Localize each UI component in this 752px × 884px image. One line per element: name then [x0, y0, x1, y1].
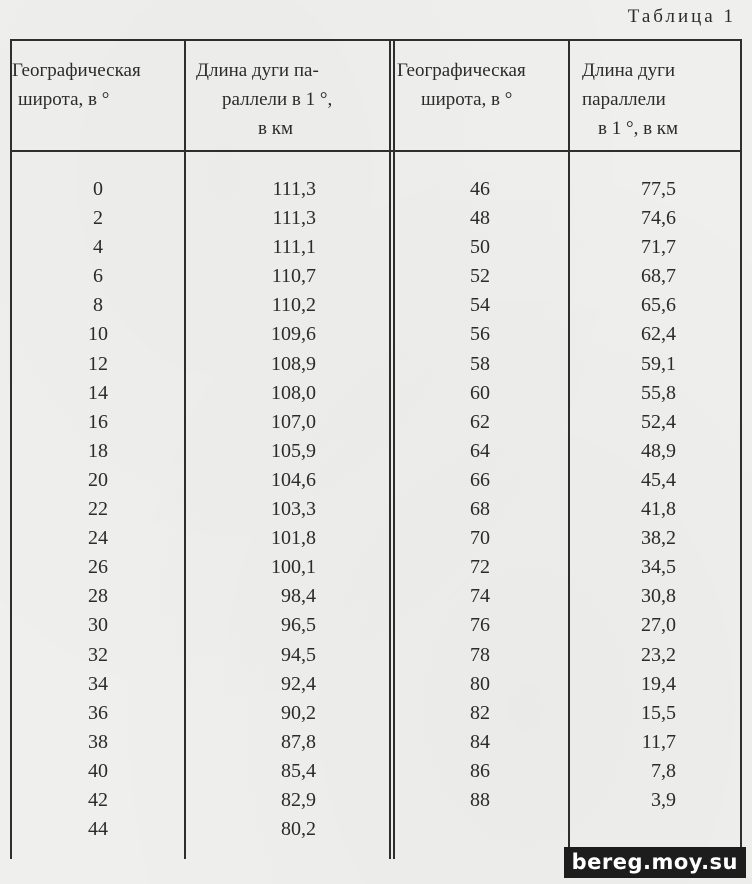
table-cell: 7,8 [651, 759, 676, 782]
table-cell: 111,3 [272, 207, 316, 230]
table-cell: 110,2 [271, 294, 316, 317]
table-cell: 88 [470, 788, 490, 811]
table-cell: 110,7 [271, 265, 316, 288]
table-cell: 8 [93, 294, 103, 317]
table-cell: 64 [470, 439, 490, 462]
table-cell: 54 [470, 294, 490, 317]
table-cell: 111,1 [272, 236, 316, 259]
header-line: широта, в ° [18, 89, 110, 110]
header-line: в 1 °, в км [598, 118, 679, 139]
table-cell: 94,5 [281, 643, 316, 666]
table-cell: 20 [88, 468, 108, 491]
table-cell: 86 [470, 759, 490, 782]
table-cell: 76 [470, 614, 490, 637]
table-cell: 26 [88, 556, 108, 579]
table-cell: 100,1 [271, 556, 316, 579]
table-cell: 87,8 [281, 730, 316, 753]
table-cell: 71,7 [641, 236, 676, 259]
table-right-border [740, 39, 742, 859]
table-cell: 62,4 [641, 323, 676, 346]
header-line: Географическая [397, 60, 526, 81]
table-top-border [10, 39, 742, 41]
header-arc-length-right [582, 56, 738, 143]
table-cell: 18 [88, 439, 108, 462]
latitude-column-right [442, 175, 518, 815]
table-cell: 34,5 [641, 556, 676, 579]
table-cell: 80,2 [281, 818, 316, 841]
table-cell: 66 [470, 468, 490, 491]
table-left-border [10, 39, 12, 859]
table-cell: 82,9 [281, 788, 316, 811]
table-cell: 3,9 [651, 788, 676, 811]
table-cell: 52,4 [641, 410, 676, 433]
table-cell: 30 [88, 614, 108, 637]
table-cell: 103,3 [271, 498, 316, 521]
table-cell: 52 [470, 265, 490, 288]
table-cell: 90,2 [281, 701, 316, 724]
table-cell: 104,6 [271, 468, 316, 491]
table-cell: 16 [88, 410, 108, 433]
table-cell: 78 [470, 643, 490, 666]
column-divider-2b [393, 39, 395, 859]
header-arc-length-left [196, 56, 386, 143]
table-cell: 10 [88, 323, 108, 346]
table-cell: 84 [470, 730, 490, 753]
table-cell: 28 [88, 585, 108, 608]
table-cell: 23,2 [641, 643, 676, 666]
table-caption: Таблица 1 [627, 6, 736, 27]
table-cell: 38,2 [641, 527, 676, 550]
table-cell: 72 [470, 556, 490, 579]
table-cell: 59,1 [641, 352, 676, 375]
table-cell: 96,5 [281, 614, 316, 637]
table-cell: 85,4 [281, 759, 316, 782]
table-cell: 109,6 [271, 323, 316, 346]
table-cell: 40 [88, 759, 108, 782]
table-cell: 107,0 [271, 410, 316, 433]
column-divider-3 [568, 39, 570, 859]
table-cell: 58 [470, 352, 490, 375]
table-cell: 65,6 [641, 294, 676, 317]
table-cell: 82 [470, 701, 490, 724]
header-latitude-left [12, 56, 184, 114]
table-cell: 24 [88, 527, 108, 550]
column-divider-2 [389, 39, 391, 859]
header-line: Длина дуги па- [196, 60, 319, 81]
header-line: широта, в ° [421, 89, 513, 110]
table-cell: 55,8 [641, 381, 676, 404]
table-cell: 68 [470, 498, 490, 521]
table-header-divider [10, 150, 742, 152]
table-cell: 2 [93, 207, 103, 230]
table-cell: 70 [470, 527, 490, 550]
table-cell: 44 [88, 818, 108, 841]
table-cell: 48,9 [641, 439, 676, 462]
table-cell: 14 [88, 381, 108, 404]
header-latitude-right [397, 56, 567, 114]
table-cell: 27,0 [641, 614, 676, 637]
table-cell: 46 [470, 178, 490, 200]
header-line: параллели [582, 89, 666, 110]
table-cell: 101,8 [271, 527, 316, 550]
latitude-column-left [60, 175, 136, 844]
table-cell: 11,7 [641, 730, 676, 753]
header-line: в км [258, 118, 293, 139]
table-cell: 56 [470, 323, 490, 346]
arc-length-column-right [600, 175, 676, 815]
table-cell: 41,8 [641, 498, 676, 521]
table-cell: 60 [470, 381, 490, 404]
table-cell: 0 [93, 178, 103, 200]
table-cell: 6 [93, 265, 103, 288]
table-cell: 108,0 [271, 381, 316, 404]
table-cell: 34 [88, 672, 108, 695]
header-line: Длина дуги [582, 60, 676, 81]
table-cell: 4 [93, 236, 103, 259]
table-cell: 77,5 [641, 178, 676, 200]
table-cell: 15,5 [641, 701, 676, 724]
table-cell: 108,9 [271, 352, 316, 375]
table-cell: 68,7 [641, 265, 676, 288]
table-cell: 98,4 [281, 585, 316, 608]
table-cell: 30,8 [641, 585, 676, 608]
table-cell: 38 [88, 730, 108, 753]
table-cell: 12 [88, 352, 108, 375]
table-cell: 111,3 [272, 178, 316, 200]
site-watermark: bereg.moy.su [564, 847, 746, 878]
table-cell: 105,9 [271, 439, 316, 462]
table-cell: 36 [88, 701, 108, 724]
table-cell: 19,4 [641, 672, 676, 695]
column-divider-1 [184, 39, 186, 859]
table-cell: 74,6 [641, 207, 676, 230]
header-line: Географическая [12, 60, 141, 81]
table-cell: 80 [470, 672, 490, 695]
table-cell: 74 [470, 585, 490, 608]
table-cell: 22 [88, 498, 108, 521]
table-cell: 42 [88, 788, 108, 811]
table-cell: 32 [88, 643, 108, 666]
header-line: раллели в 1 °, [222, 89, 333, 110]
table-cell: 62 [470, 410, 490, 433]
table-cell: 50 [470, 236, 490, 259]
table-cell: 45,4 [641, 468, 676, 491]
table-cell: 48 [470, 207, 490, 230]
arc-length-column-left [240, 175, 316, 844]
table-cell: 92,4 [281, 672, 316, 695]
